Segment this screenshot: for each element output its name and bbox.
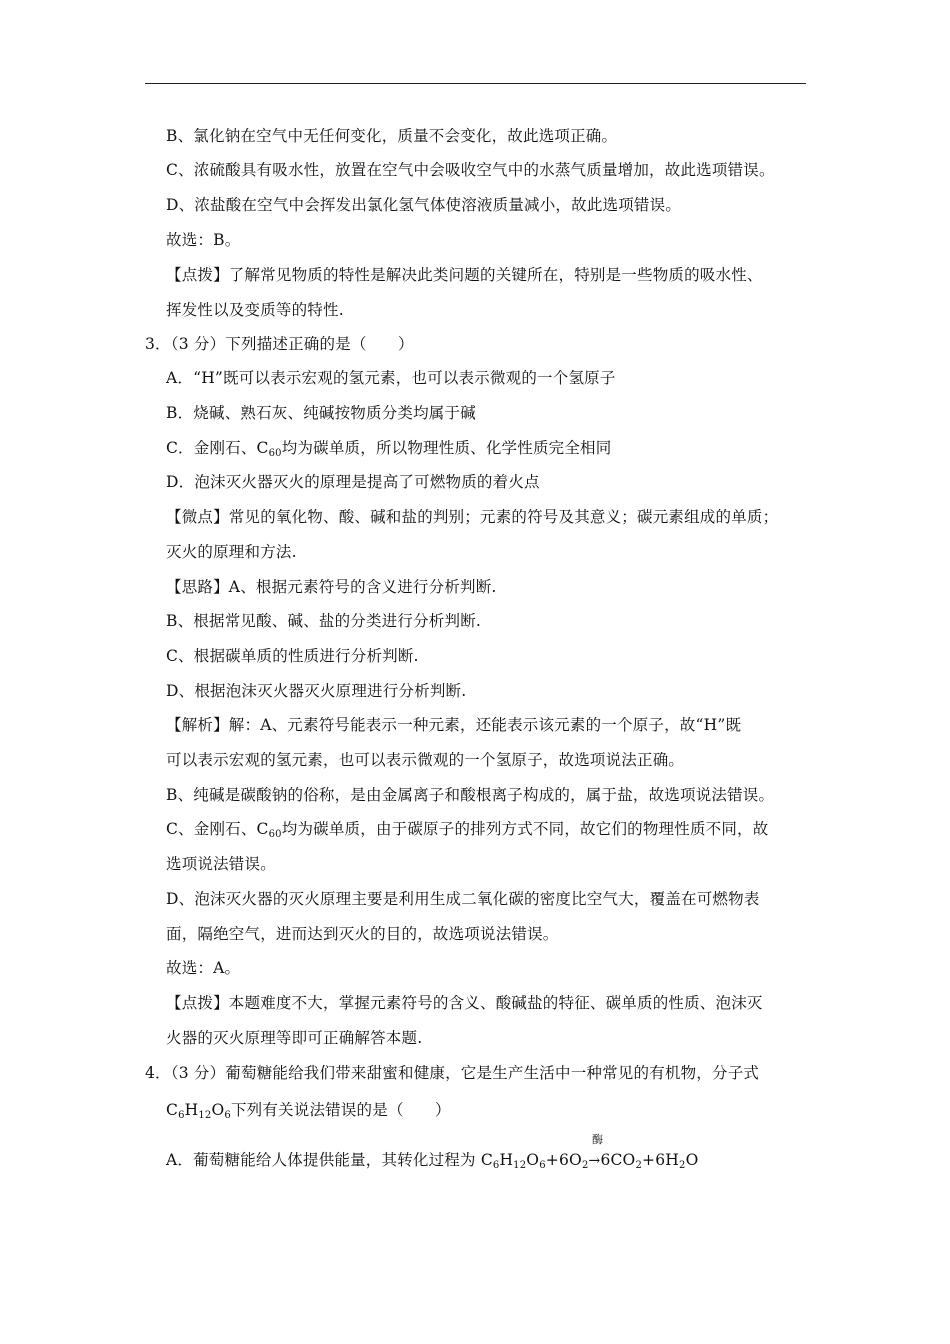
text-line: 可以表示宏观的氢元素，也可以表示微观的一个氢原子，故选项说法正确。	[166, 751, 685, 769]
option-b: B．烧碱、熟石灰、纯碱按物质分类均属于碱	[166, 404, 476, 422]
text-line: 灭火的原理和方法.	[166, 543, 297, 561]
text-line: 故选：B。	[166, 231, 241, 249]
text-line: D、泡沫灭火器的灭火原理主要是利用生成二氧化碳的密度比空气大，覆盖在可燃物表	[166, 890, 760, 908]
text-line: B、根据常见酸、碱、盐的分类进行分析判断.	[166, 612, 482, 630]
text-line: 面，隔绝空气，进而达到灭火的目的，故选项说法错误。	[166, 925, 559, 943]
text-line: 【点拨】了解常见物质的特性是解决此类问题的关键所在，特别是一些物质的吸水性、	[166, 266, 763, 284]
text-line: D、浓盐酸在空气中会挥发出氯化氢气体使溶液质量减小，故此选项错误。	[166, 196, 682, 214]
header-rule	[145, 83, 806, 84]
text-line: 【点拨】本题难度不大，掌握元素符号的含义、酸碱盐的特征、碳单质的性质、泡沫灭	[166, 994, 763, 1012]
text-line: 【微点】常见的氧化物、酸、碱和盐的判别；元素的符号及其意义；碳元素组成的单质；	[166, 508, 779, 526]
text-line: D、根据泡沫灭火器灭火原理进行分析判断.	[166, 682, 467, 700]
text-line: 选项说法错误。	[166, 855, 276, 873]
question-4-stem: 4．（3 分）葡萄糖能给我们带来甜蜜和健康，它是生产生活中一种常见的有机物，分子式	[145, 1064, 760, 1082]
text-line: B、氯化钠在空气中无任何变化，质量不会变化，故此选项正确。	[166, 127, 618, 145]
text-line: 【思路】A、根据元素符号的含义进行分析判断.	[166, 578, 497, 596]
text-line: C、根据碳单质的性质进行分析判断.	[166, 647, 419, 665]
text-line: 挥发性以及变质等的特性.	[166, 301, 344, 319]
text-line: 【解析】解：A、元素符号能表示一种元素，还能表示该元素的一个原子，故“H”既	[166, 716, 742, 734]
text-line: C、金刚石、$C_{60}$均为碳单质，由于碳原子的排列方式不同，故它们的物理性质不同，故	[166, 820, 769, 840]
text-line: 故选：A。	[166, 959, 241, 977]
option-d: D．泡沫灭火器灭火的原理是提高了可燃物质的着火点	[166, 473, 540, 491]
question-3-stem: 3．（3 分）下列描述正确的是（ ）	[145, 335, 414, 353]
reaction-condition: 酶	[592, 1133, 603, 1146]
option-a: A．葡萄糖能给人体提供能量，其转化过程为 $C_6H_{12}O_6+6O_2\to 6CO_2+6H_2O$	[166, 1151, 699, 1171]
text-line: 火器的灭火原理等即可正确解答本题.	[166, 1029, 423, 1047]
option-a: A．“H”既可以表示宏观的氢元素，也可以表示微观的一个氢原子	[166, 369, 616, 387]
reaction-arrow: →	[588, 1153, 601, 1169]
question-4-formula-line: $C_6H_{12}O_6$下列有关说法错误的是（ ）	[166, 1101, 451, 1121]
text-line: C、浓硫酸具有吸水性，放置在空气中会吸收空气中的水蒸气质量增加，故此选项错误。	[166, 161, 775, 179]
text-line: B、纯碱是碳酸钠的俗称，是由金属离子和酸根离子构成的，属于盐，故选项说法错误。	[166, 786, 775, 804]
option-c: C．金刚石、$C_{60}$均为碳单质，所以物理性质、化学性质完全相同	[166, 439, 612, 459]
